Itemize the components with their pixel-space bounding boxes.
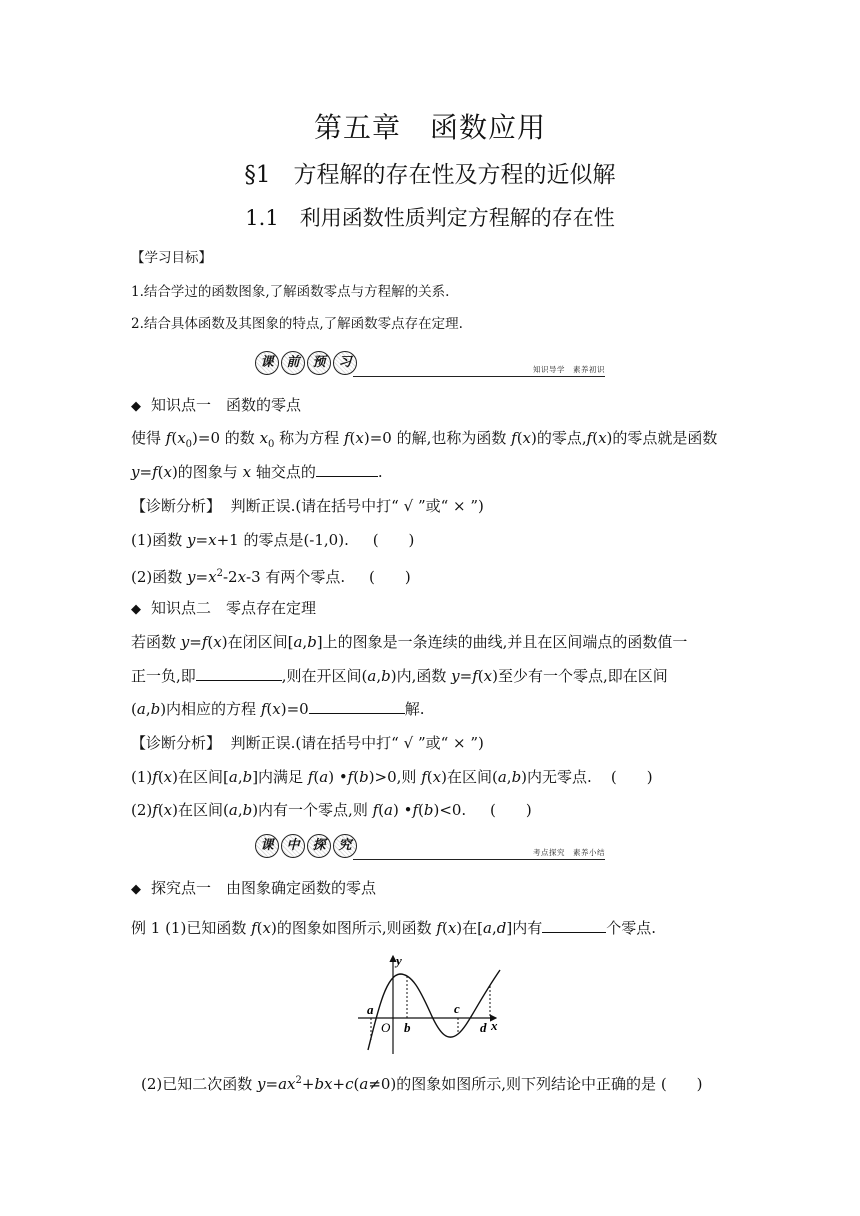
function-graph	[350, 950, 510, 1060]
banner-char: 预	[307, 351, 331, 375]
goals-heading: 【学习目标】	[131, 250, 212, 266]
diag2-heading-line	[131, 733, 484, 753]
diag1-heading-line	[131, 496, 484, 516]
fill-blank[interactable]	[542, 918, 606, 933]
section-banner-explore	[255, 833, 605, 863]
goal-item-2: 2.结合具体函数及其图象的特点,了解函数零点存在定理.	[131, 316, 463, 332]
kp1-title: 知识点一 函数的零点	[151, 396, 302, 414]
x-axis-label: x	[491, 1018, 498, 1033]
kp2-title-line	[131, 598, 316, 620]
section-title: §1 方程解的存在性及方程的近似解	[244, 162, 616, 188]
diamond-bullet-icon: ◆	[131, 882, 141, 897]
function-curve	[368, 970, 500, 1050]
goal-item-1: 1.结合学过的函数图象,了解函数零点与方程解的关系.	[131, 284, 450, 300]
banner-tag: 考点探究 素养小结	[533, 848, 605, 857]
answer-paren[interactable]: ( )	[369, 568, 411, 586]
origin-label: O	[381, 1020, 391, 1035]
banner-char: 习	[333, 351, 357, 375]
fill-blank[interactable]	[316, 462, 378, 477]
diamond-bullet-icon: ◆	[131, 399, 141, 414]
point-label-d: d	[480, 1020, 487, 1035]
diag2-question-1: (1)f(x)在区间[a,b]内满足 f(a) •f(b)>0,则 f(x)在区间(a,b)内无零点. ( )	[131, 768, 653, 786]
point-label-b: b	[404, 1020, 411, 1035]
banner-char: 前	[281, 351, 305, 375]
answer-paren[interactable]: ( )	[660, 1075, 703, 1093]
point-label-a: a	[367, 1002, 374, 1017]
diag-heading: 【诊断分析】	[131, 734, 222, 752]
kp2-line-2: 正一负,即 ,则在开区间(a,b)内,函数 y=f(x)至少有一个零点,即在区间	[131, 667, 668, 685]
kp1-title-line	[131, 395, 301, 417]
diag-heading: 【诊断分析】	[131, 497, 222, 515]
kp2-line-3: (a,b)内相应的方程 f(x)=0 解.	[131, 700, 425, 718]
diamond-bullet-icon: ◆	[131, 602, 141, 617]
section-banner-preview	[255, 350, 605, 380]
point-label-c: c	[454, 1001, 460, 1016]
banner-char: 课	[255, 351, 279, 375]
chapter-title: 第五章 函数应用	[313, 111, 546, 144]
banner-tag: 知识导学 素养初识	[533, 365, 605, 374]
diag1-question-2: (2)函数 $y=x^2-2x-3$ 有两个零点. ( )	[131, 568, 411, 586]
example-1-line-2: (2)已知二次函数 $y=ax^2+bx+c(a\ne 0)$的图象如图所示,则下列结论中正确的是 ( )	[141, 1075, 703, 1093]
kp2-line-1: 若函数 y=f(x)在闭区间[a,b]上的图象是一条连续的曲线,并且在区间端点的函数值一	[131, 633, 688, 651]
banner-char: 究	[333, 834, 357, 858]
example-1-line-1: 例 1 (1)已知函数 f(x)的图象如图所示,则函数 f(x)在[a,d]内有 个零点.	[131, 919, 656, 937]
banner-char: 中	[281, 834, 305, 858]
banner-char: 探	[307, 834, 331, 858]
y-axis-label: y	[396, 953, 402, 968]
kp1-line-1: 使得 $f(x_0)=0$ 的数 $x_0$ 称为方程 f(x)=0 的解,也称为函数 f(x)的零点,f(x)的零点就是函数	[131, 429, 718, 450]
kp1-line-2: y=f(x)的图象与 x 轴交点的 .	[131, 463, 383, 481]
banner-char: 课	[255, 834, 279, 858]
diag-instruction: 判断正误.(请在括号中打“ √ ”或“ × ”)	[230, 497, 484, 515]
ex1-title-line	[131, 878, 376, 900]
answer-paren[interactable]: ( )	[372, 531, 415, 549]
diag-instruction: 判断正误.(请在括号中打“ √ ”或“ × ”)	[230, 734, 484, 752]
answer-paren[interactable]: ( )	[610, 768, 653, 786]
subsection-title: 1.1 利用函数性质判定方程解的存在性	[245, 206, 615, 230]
ex1-title: 探究点一 由图象确定函数的零点	[151, 879, 377, 897]
kp2-title: 知识点二 零点存在定理	[151, 599, 317, 617]
diag1-question-1: (1)函数 y=x+1 的零点是(-1,0). ( )	[131, 531, 415, 549]
fill-blank[interactable]	[196, 666, 282, 681]
answer-paren[interactable]: ( )	[490, 801, 532, 819]
diag2-question-2: (2)f(x)在区间(a,b)内有一个零点,则 f(a) •f(b)<0. ( )	[131, 801, 532, 819]
fill-blank[interactable]	[309, 699, 405, 714]
